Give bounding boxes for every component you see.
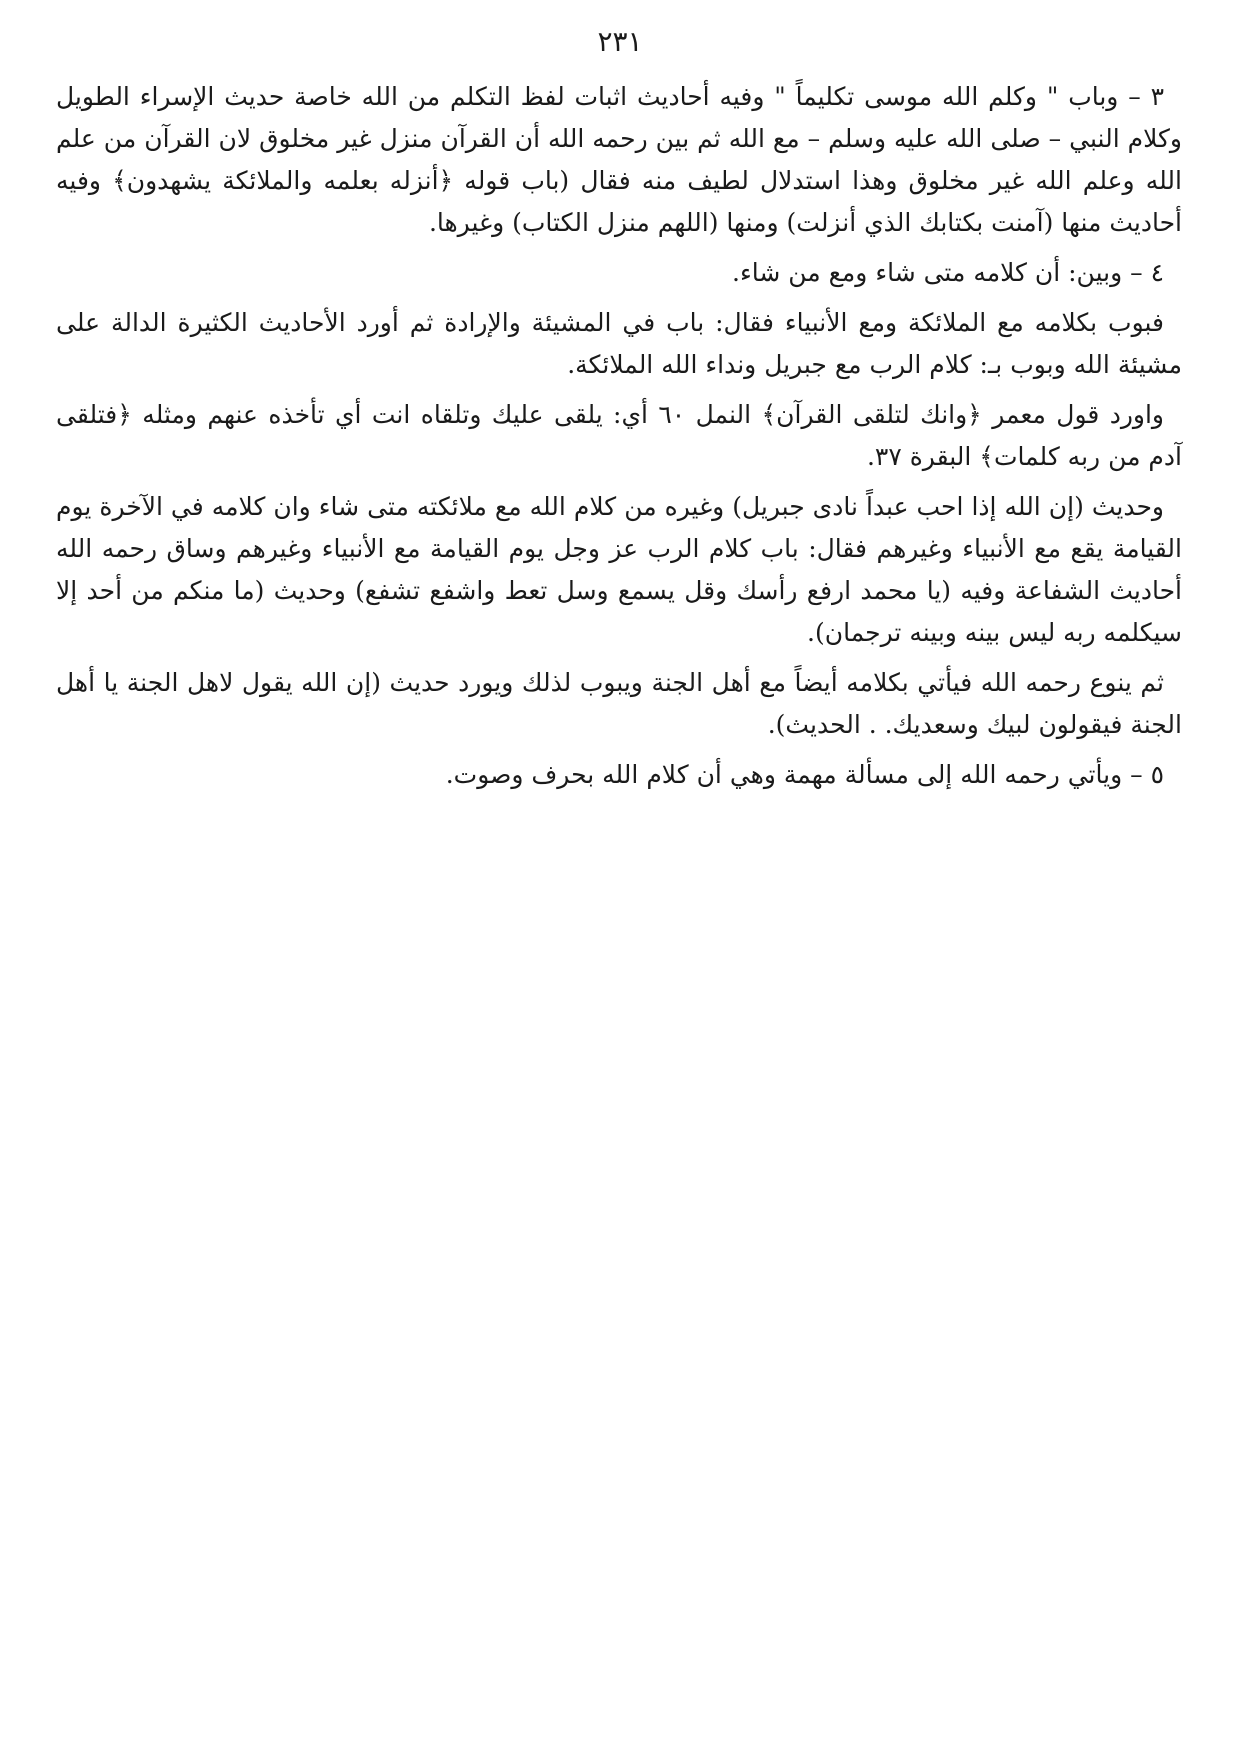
paragraph-mamar-quote: واورد قول معمر ﴿وانك لتلقى القرآن﴾ النمل ٦٠ أي: يلقى عليك وتلقاه انت أي تأخذه عنهم ومثله ﴿فتلقى آدم من ربه كلمات﴾ البقرة ٣٧. bbox=[56, 400, 1182, 471]
paragraph-section-4: ٤ – وبين: أن كلامه متى شاء ومع من شاء. bbox=[732, 258, 1164, 287]
paragraph-angels-prophets: فبوب بكلامه مع الملائكة ومع الأنبياء فقال: باب في المشيئة والإرادة ثم أورد الأحاديث الكثيرة الدالة على مشيئة الله وبوب بـ: كلام الرب مع جبريل ونداء الله الملائكة. bbox=[56, 308, 1182, 379]
paragraph-people-of-paradise: ثم ينوع رحمه الله فيأتي بكلامه أيضاً مع أهل الجنة ويبوب لذلك ويورد حديث (إن الله يقول لاهل الجنة يا أهل الجنة فيقولون لبيك وسعديك. . الحديث). bbox=[56, 668, 1182, 739]
paragraph-hadith-jibreel: وحديث (إن الله إذا احب عبداً نادى جبريل) وغيره من كلام الله مع ملائكته متى شاء وان كلامه في الآخرة يوم القيامة يقع مع الأنبياء وغيرهم فقال: باب كلام الرب عز وجل يوم القيامة مع الأنبياء وغيرهم وساق رحمه الله أحاديث الشفاعة وفيه (يا محمد ارفع رأسك وقل يسمع وسل تعط واشفع تشفع) وحديث (ما منكم من أحد إلا سيكلمه ربه ليس بينه وبينه ترجمان). bbox=[56, 492, 1182, 647]
paragraph-section-5: ٥ – ويأتي رحمه الله إلى مسألة مهمة وهي أن كلام الله بحرف وصوت. bbox=[445, 760, 1164, 789]
page-number: ٢٣١ bbox=[597, 25, 643, 58]
page-body bbox=[56, 76, 1182, 804]
paragraph-section-3: ٣ – وباب " وكلم الله موسى تكليماً " وفيه أحاديث اثبات لفظ التكلم من الله خاصة حديث الإسراء الطويل وكلام النبي – صلى الله عليه وسلم – مع الله ثم بين رحمه الله أن القرآن منزل غير مخلوق لان القرآن من علم الله وعلم الله غير مخلوق وهذا استدلال لطيف منه فقال (باب قوله ﴿أنزله بعلمه والملائكة يشهدون﴾ وفيه أحاديث منها (آمنت بكتابك الذي أنزلت) ومنها (اللهم منزل الكتاب) وغيرها. bbox=[56, 82, 1182, 237]
